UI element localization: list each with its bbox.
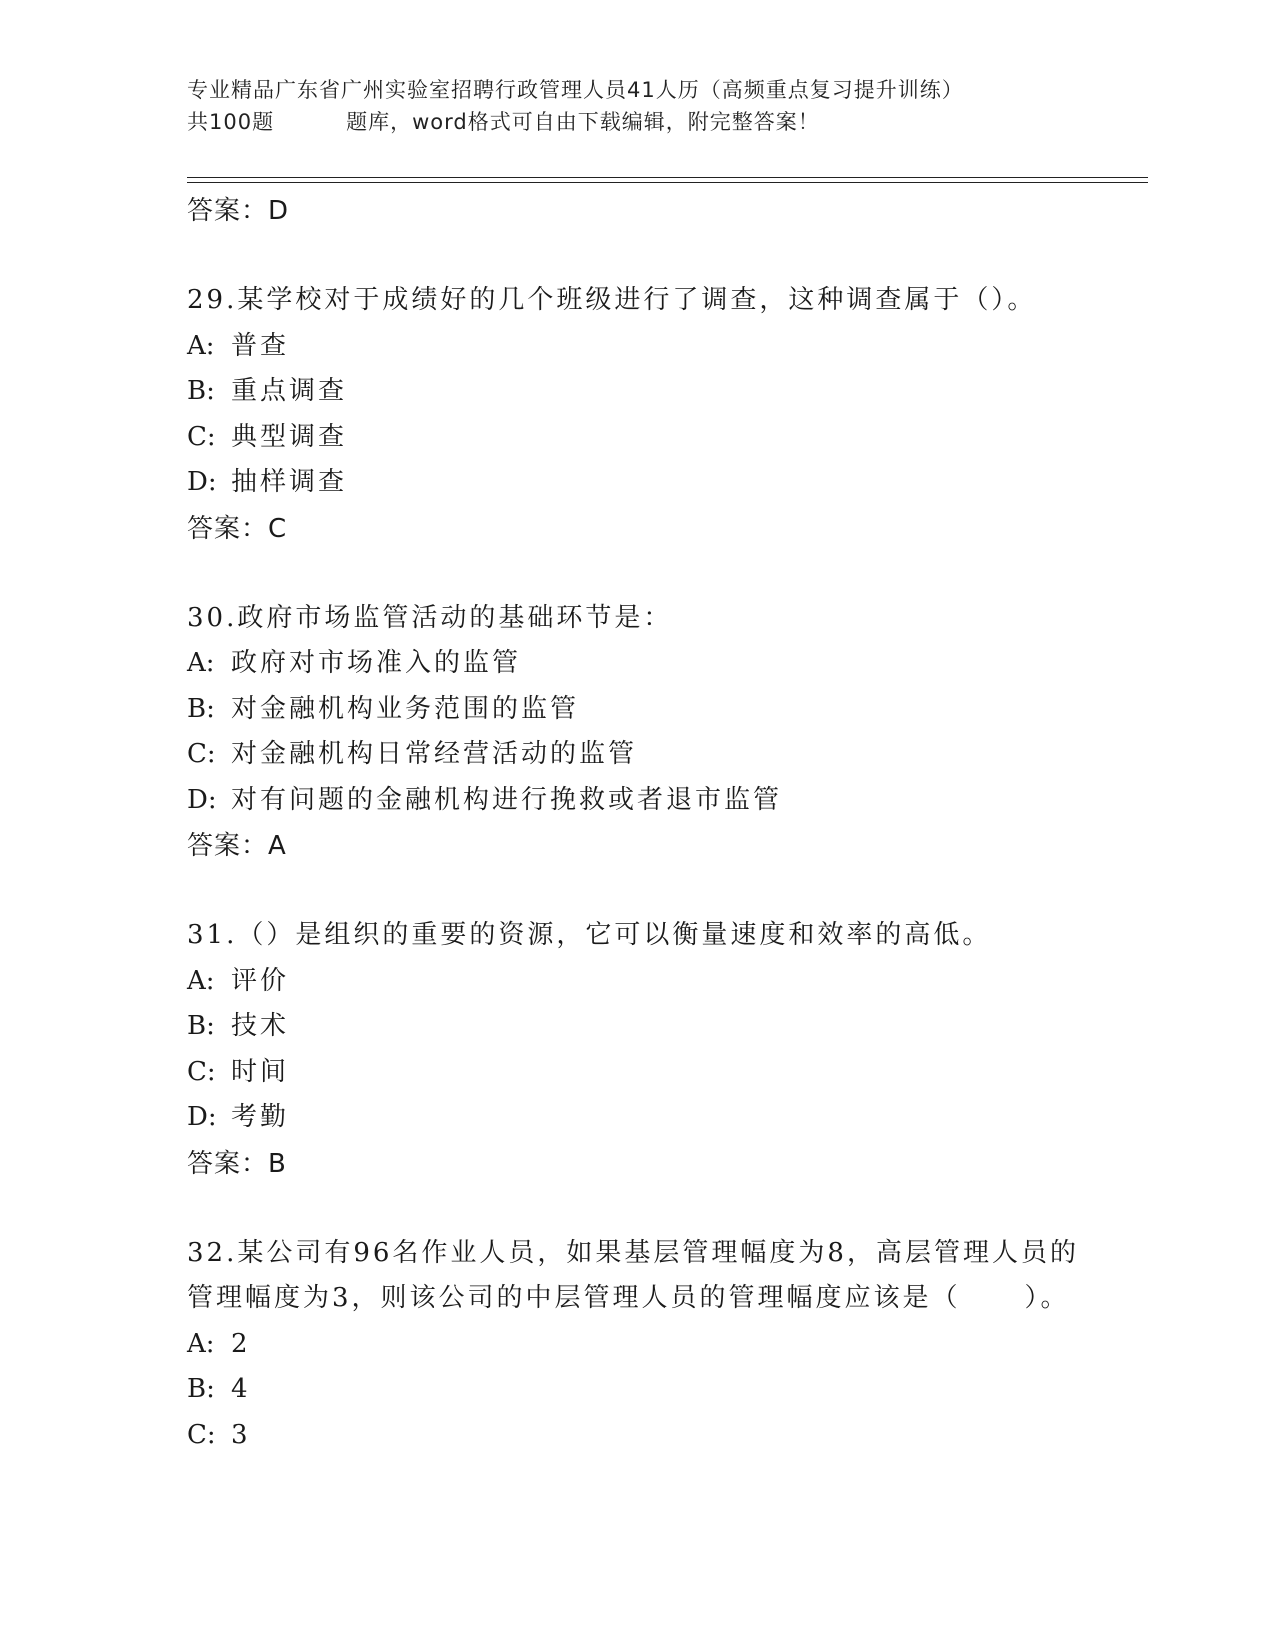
option-key: D: [187,1102,217,1132]
question-29 [187,278,1147,552]
previous-answer: 答案：D [187,196,290,226]
option-text: 考勤 [231,1102,290,1132]
question-text-line-2 [187,1276,1147,1322]
question-text-after-blank: ）。 [1024,1283,1070,1313]
option-key: D: [187,784,217,815]
option-b [187,687,1147,733]
header-subtitle-line [187,106,1147,138]
question-text-line-1: 32.某公司有96名作业人员，如果基层管理幅度为8，高层管理人员的 [187,1237,1079,1268]
option-key: C: [187,1056,216,1087]
option-text: 典型调查 [231,421,348,452]
option-text: 时间 [231,1056,290,1087]
option-text: 对有问题的金融机构进行挽救或者退市监管 [231,784,783,815]
option-key: B: [187,693,215,724]
option-a [187,324,1147,370]
option-text: 政府对市场准入的监管 [231,648,522,678]
option-key: B: [187,376,215,406]
option-text: 技术 [231,1011,290,1041]
option-c [187,415,1147,461]
question-text-before-blank: 管理幅度为3，则该公司的中层管理人员的管理幅度应该是（ [187,1283,961,1313]
question-text: 30.政府市场监管活动的基础环节是： [187,602,673,633]
option-text: 3 [231,1419,251,1450]
option-key: A: [187,648,215,678]
question-30 [187,596,1147,870]
option-key: B: [187,1011,215,1041]
option-key: D: [187,467,217,497]
option-key: B: [187,1374,215,1404]
option-d [187,778,1147,824]
option-c [187,1413,1147,1459]
option-text: 对金融机构业务范围的监管 [231,693,580,724]
answer-line: 答案：C [187,513,288,544]
page-header [187,74,1147,138]
option-text: 抽样调查 [231,467,348,497]
header-rule-top [187,177,1148,178]
header-question-count: 共100题 [187,110,275,134]
option-text: 评价 [231,965,290,996]
option-key: A: [187,330,215,361]
option-text: 2 [231,1328,251,1359]
option-a [187,1322,1147,1368]
option-b [187,1004,1147,1050]
answer-line: 答案：A [187,831,287,861]
option-d [187,1095,1147,1141]
document-content [187,188,1147,1458]
question-text: 31.（）是组织的重要的资源，它可以衡量速度和效率的高低。 [187,920,992,950]
option-key: A: [187,1328,215,1359]
question-text: 29.某学校对于成绩好的几个班级进行了调查，这种调查属于（）。 [187,285,1037,315]
option-key: C: [187,1419,216,1450]
option-key: C: [187,421,216,452]
option-key: A: [187,965,215,996]
option-d [187,460,1147,506]
option-a [187,959,1147,1005]
header-title-line: 专业精品广东省广州实验室招聘行政管理人员41人历（高频重点复习提升训练） [187,78,964,102]
option-text: 4 [231,1374,251,1404]
answer-line: 答案：B [187,1148,287,1179]
option-a [187,641,1147,687]
option-c [187,1050,1147,1096]
header-description: 题库，word格式可自由下载编辑，附完整答案！ [346,110,820,134]
question-32 [187,1231,1147,1459]
option-key: C: [187,739,216,769]
header-rule-bottom [187,182,1148,183]
question-31 [187,913,1147,1187]
option-text: 对金融机构日常经营活动的监管 [231,739,638,769]
option-text: 普查 [231,330,290,361]
option-b [187,369,1147,415]
option-text: 重点调查 [231,376,348,406]
option-b [187,1367,1147,1413]
option-c [187,732,1147,778]
